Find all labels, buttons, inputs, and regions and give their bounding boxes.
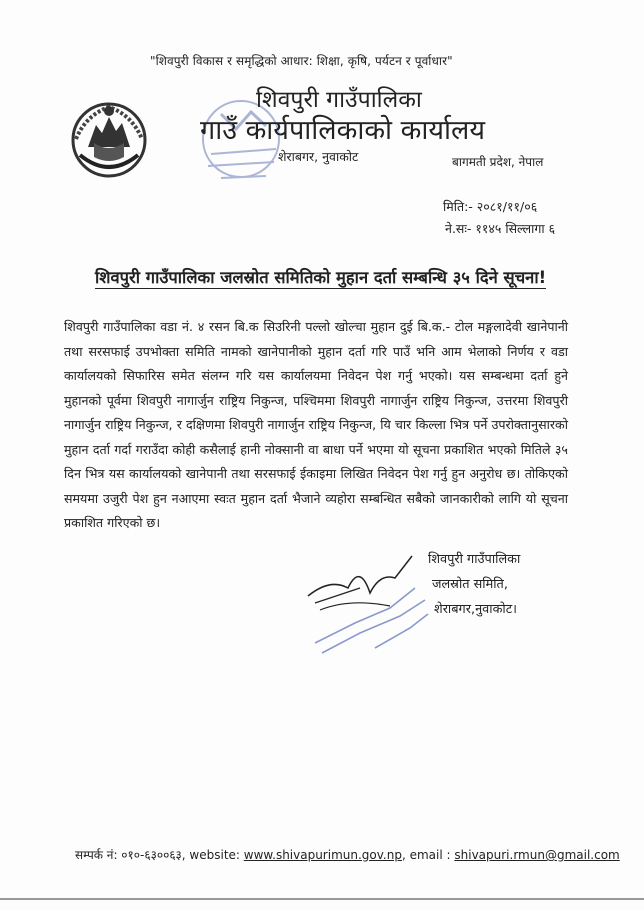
contact-text: सम्पर्क नं: ०१०-६३००६३, website: bbox=[75, 848, 244, 862]
signatory bbox=[428, 547, 520, 622]
org-name: शिवपुरी गाउँपालिका bbox=[256, 87, 422, 113]
notice-body: शिवपुरी गाउँपालिका वडा नं. ४ रसन बि.क सिउरिनी पल्लो खोल्चा मुहान दुई बि.क.- टोल मङ्गलादेवी खानेपानी तथा सरसफाई उपभोक्ता समिति नामको खानेपानीको मुहान दर्ता गरि पाउँ भनि आम भेलाको निर्णय र वडा कार्यालयको सिफारिस समेत संलग्न गरि यस कार्यालयमा निवेदन पेश गर्नु भएको। यस सम्बन्धमा दर्ता हुने मुहानको पूर्वमा शिवपुरी नागार्जुन राष्ट्रिय निकुन्ज, पश्चिममा शिवपुरी नागार्जुन राष्ट्रिय निकुन्ज, उत्तरमा शिवपुरी नागार्जुन राष्ट्रिय निकुन्ज, र दक्षिणमा शिवपुरी नागार्जुन राष्ट्रिय निकुन्ज, यि चार किल्ला भित्र पर्ने उपरोक्तानुसारको मुहान दर्ता गर्दा गराउँदा कोही कसैलाई हानी नोक्सानी वा बाधा पर्ने भएमा यो सूचना प्रकाशित भएको मितिले ३५ दिन भित्र यस कार्यालयको खानेपानी तथा सरसफाई ईकाइमा लिखित निवेदन पेश गर्नु हुन अनुरोध छ। तोकिएको समयमा उजुरी पेश हुन नआएमा स्वःत मुहान दर्ता भैजाने व्यहोरा सम्बन्धित सबैको जानकारीको लागि यो सूचना प्रकाशित गरिएको छ। bbox=[64, 319, 568, 530]
office-name: गाउँ कार्यपालिकाको कार्यालय bbox=[200, 115, 485, 146]
notice-title: शिवपुरी गाउँपालिका जलस्रोत समितिको मुहान दर्ता सम्बन्धि ३५ दिने सूचना! bbox=[95, 268, 547, 287]
email-label: , email : bbox=[401, 848, 455, 862]
website-link[interactable]: www.shivapurimun.gov.np bbox=[243, 848, 402, 862]
address-local: शेराबगर, नुवाकोट bbox=[278, 149, 359, 164]
footer-contact bbox=[75, 846, 620, 863]
signatory-line-1: शिवपुरी गाउँपालिका bbox=[428, 552, 521, 567]
slogan: "शिवपुरी विकास र समृद्धिको आधार: शिक्षा, कृषि, पर्यटन र पूर्वाधार" bbox=[150, 54, 453, 68]
signature-stamp-icon bbox=[300, 548, 440, 658]
date: मिति:- २०८१/११/०६ bbox=[443, 199, 538, 214]
address-province: बागमती प्रदेश, नेपाल bbox=[452, 155, 544, 169]
footer-divider bbox=[0, 898, 644, 900]
reference-number: ने.सः- ११४५ सिल्लागा ६ bbox=[445, 221, 556, 236]
signatory-line-3: शेराबगर,नुवाकोट। bbox=[434, 602, 518, 617]
nepal-emblem-icon bbox=[66, 95, 152, 181]
signatory-line-2: जलस्रोत समिति, bbox=[432, 577, 508, 592]
email-link[interactable]: shivapuri.rmun@gmail.com bbox=[454, 848, 620, 862]
